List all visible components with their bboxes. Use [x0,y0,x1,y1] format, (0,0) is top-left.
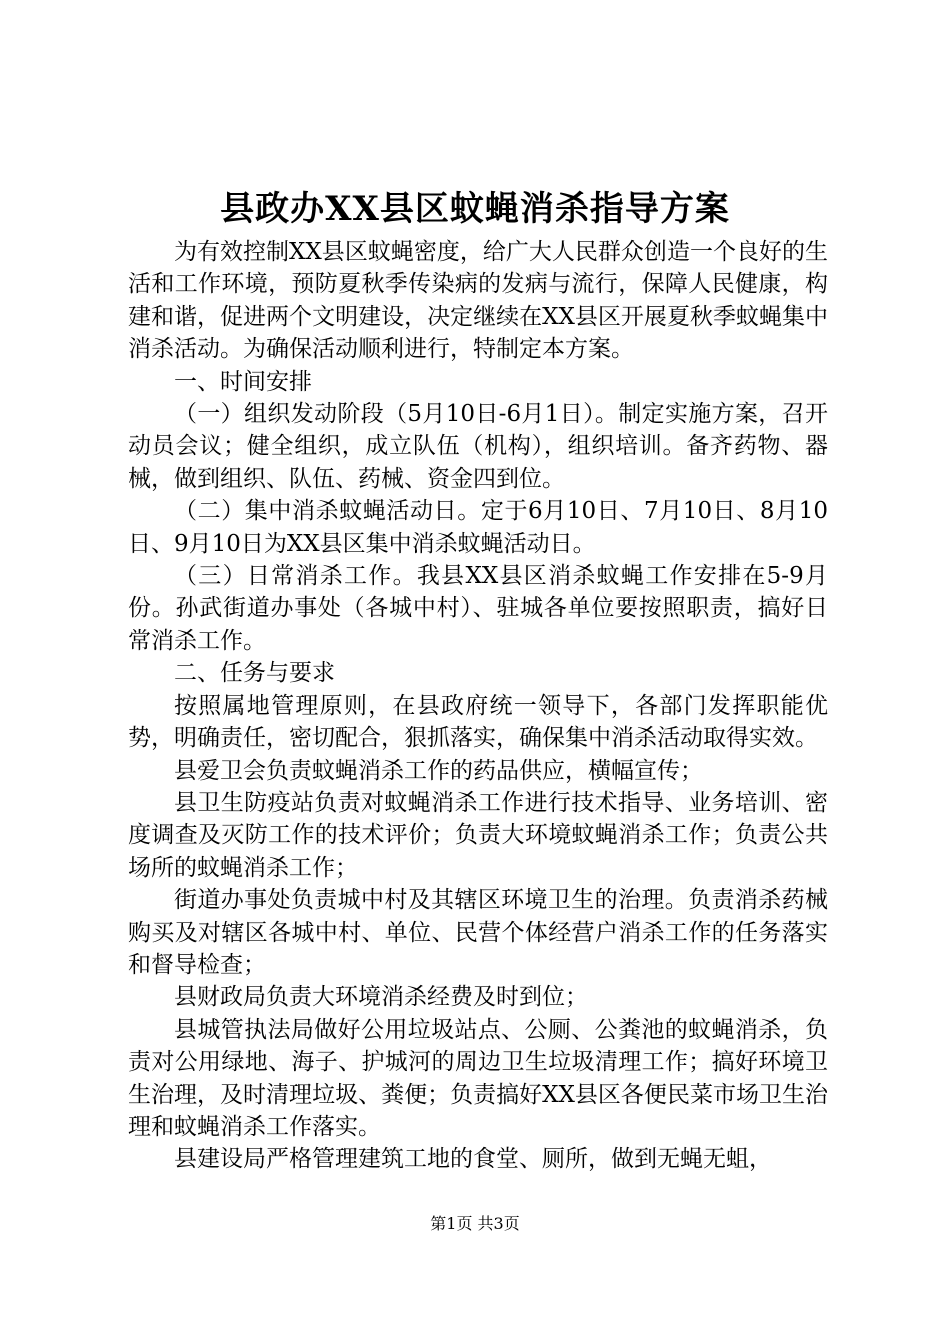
paragraph-intro: 为有效控制XX县区蚊蝇密度，给广大人民群众创造一个良好的生活和工作环境，预防夏秋季传染病的发病与流行，保障人民健康，构建和谐，促进两个文明建设，决定继续在XX县区开展夏秋季蚊蝇集中消杀活动。为确保活动顺利进行，特制定本方案。 [128,239,828,363]
paragraph-construction: 县建设局严格管理建筑工地的食堂、厕所，做到无蝇无蛆， [174,1146,772,1173]
paragraph-stage-1: （一）组织发动阶段（5月10日-6月1日）。制定实施方案，召开动员会议；健全组织，成立队伍（机构），组织培训。备齐药物、器械，做到组织、队伍、药械、资金四到位。 [128,401,828,492]
document-body [128,236,828,1176]
paragraph-epidemic-station: 县卫生防疫站负责对蚊蝇消杀工作进行技术指导、业务培训、密度调查及灭防工作的技术评价；负责大环境蚊蝇消杀工作；负责公共场所的蚊蝇消杀工作； [128,789,828,881]
section-heading-tasks: 二、任务与要求 [174,660,335,687]
document-title: 县政办XX县区蚊蝇消杀指导方案 [220,189,730,229]
paragraph-stage-2: （二）集中消杀蚊蝇活动日。定于6月10日、7月10日、8月10日、9月10日为XX县区集中消杀蚊蝇活动日。 [128,498,828,557]
paragraph-principle: 按照属地管理原则，在县政府统一领导下，各部门发挥职能优势，明确责任，密切配合，狠抓落实，确保集中消杀活动取得实效。 [128,692,828,752]
page-number-footer: 第1页 共3页 [430,1214,520,1233]
paragraph-finance: 县财政局负责大环境消杀经费及时到位； [174,984,588,1011]
paragraph-aiwei: 县爱卫会负责蚊蝇消杀工作的药品供应，横幅宣传； [174,757,703,784]
paragraph-street-office: 街道办事处负责城中村及其辖区环境卫生的治理。负责消杀药械购买及对辖区各城中村、单位、民营个体经营户消杀工作的任务落实和督导检查； [128,887,828,978]
section-heading-schedule: 一、时间安排 [174,368,312,395]
paragraph-urban-management: 县城管执法局做好公用垃圾站点、公厕、公粪池的蚊蝇消杀，负责对公用绿地、海子、护城河的周边卫生垃圾清理工作；搞好环境卫生治理，及时清理垃圾、粪便；负责搞好XX县区各便民菜市场卫生治理和蚊蝇消杀工作落实。 [128,1016,828,1140]
paragraph-stage-3: （三）日常消杀工作。我县XX县区消杀蚊蝇工作安排在5-9月份。孙武街道办事处（各城中村）、驻城各单位要按照职责，搞好日常消杀工作。 [128,563,828,654]
